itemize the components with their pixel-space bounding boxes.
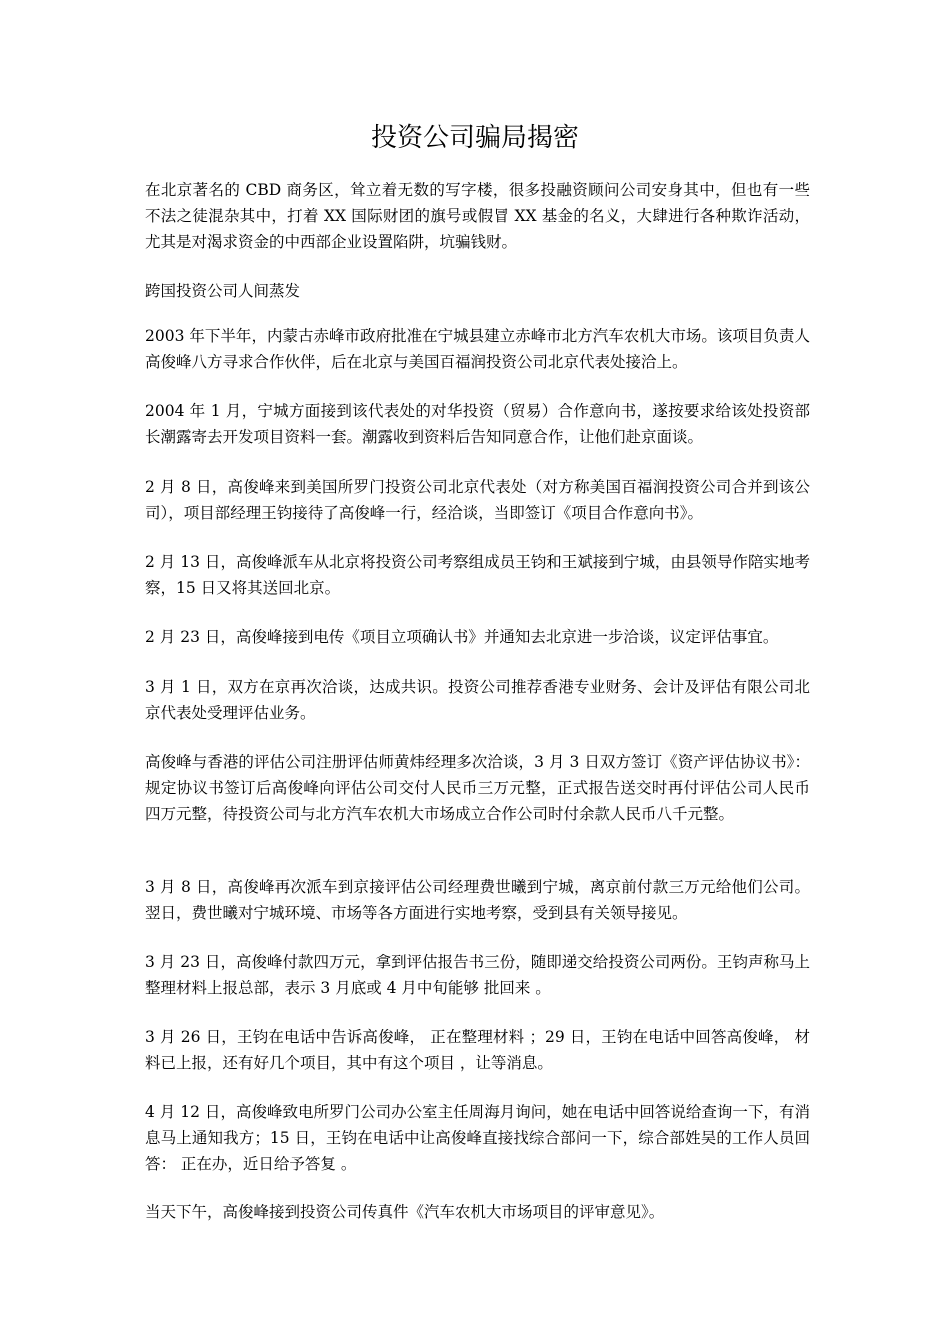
paragraph: 2 月 8 日，高俊峰来到美国所罗门投资公司北京代表处（对方称美国百福润投资公司合并到该公司），项目部经理王钧接待了高俊峰一行，经洽谈，当即签订《项目合作意向书》。 bbox=[145, 478, 810, 522]
paragraph: 3 月 26 日，王钧在电话中告诉高俊峰， 正在整理材料 ；29 日，王钧在电话中回答高俊峰， 材料已上报，还有好几个项目，其中有这个项目 ，让等消息。 bbox=[145, 1028, 810, 1072]
paragraph: 2 月 23 日，高俊峰接到电传《项目立项确认书》并通知去北京进一步洽谈，议定评估事宜。 bbox=[145, 628, 779, 646]
paragraph: 2004 年 1 月，宁城方面接到该代表处的对华投资（贸易）合作意向书，遂按要求给该处投资部长潮露寄去开发项目资料一套。潮露收到资料后告知同意合作，让他们赴京面谈。 bbox=[145, 402, 810, 446]
paragraph: 当天下午，高俊峰接到投资公司传真件《汽车农机大市场项目的评审意见》。 bbox=[145, 1203, 665, 1221]
paragraph: 3 月 1 日，双方在京再次洽谈，达成共识。投资公司推荐香港专业财务、会计及评估有限公司北京代表处受理评估业务。 bbox=[145, 678, 810, 722]
paragraph: 4 月 12 日，高俊峰致电所罗门公司办公室主任周海月询问，她在电话中回答说给查询一下，有消息马上通知我方；15 日，王钧在电话中让高俊峰直接找综合部问一下，综合部姓吴的工作人员回答： 正在办，近日给予答复 。 bbox=[145, 1103, 810, 1173]
paragraph: 2003 年下半年，内蒙古赤峰市政府批准在宁城县建立赤峰市北方汽车农机大市场。该项目负责人高俊峰八方寻求合作伙伴，后在北京与美国百福润投资公司北京代表处接洽上。 bbox=[145, 327, 810, 371]
paragraph: 2 月 13 日，高俊峰派车从北京将投资公司考察组成员王钧和王斌接到宁城，由县领导作陪实地考察，15 日又将其送回北京。 bbox=[145, 553, 810, 597]
document-title: 投资公司骗局揭密 bbox=[370, 123, 579, 153]
section-heading: 跨国投资公司人间蒸发 bbox=[145, 282, 301, 300]
paragraph-intro: 在北京著名的 CBD 商务区，耸立着无数的写字楼，很多投融资顾问公司安身其中，但也有一些不法之徒混杂其中，打着 XX 国际财团的旗号或假冒 XX 基金的名义，大肆进行各种欺诈活动，尤其是对渴求资金的中西部企业设置陷阱，坑骗钱财。 bbox=[145, 181, 810, 251]
paragraph: 3 月 23 日，高俊峰付款四万元，拿到评估报告书三份，随即递交给投资公司两份。王钧声称马上整理材料上报总部，表示 3 月底或 4 月中旬能够 批回来 。 bbox=[145, 953, 810, 997]
paragraph: 高俊峰与香港的评估公司注册评估师黄炜经理多次洽谈，3 月 3 日双方签订《资产评估协议书》：规定协议书签订后高俊峰向评估公司交付人民币三万元整，正式报告送交时再付评估公司人民币四万元整，待投资公司与北方汽车农机大市场成立合作公司时付余款人民币八千元整。 bbox=[145, 753, 810, 823]
paragraph: 3 月 8 日，高俊峰再次派车到京接评估公司经理费世曦到宁城，离京前付款三万元给他们公司。翌日，费世曦对宁城环境、市场等各方面进行实地考察，受到县有关领导接见。 bbox=[145, 878, 810, 922]
